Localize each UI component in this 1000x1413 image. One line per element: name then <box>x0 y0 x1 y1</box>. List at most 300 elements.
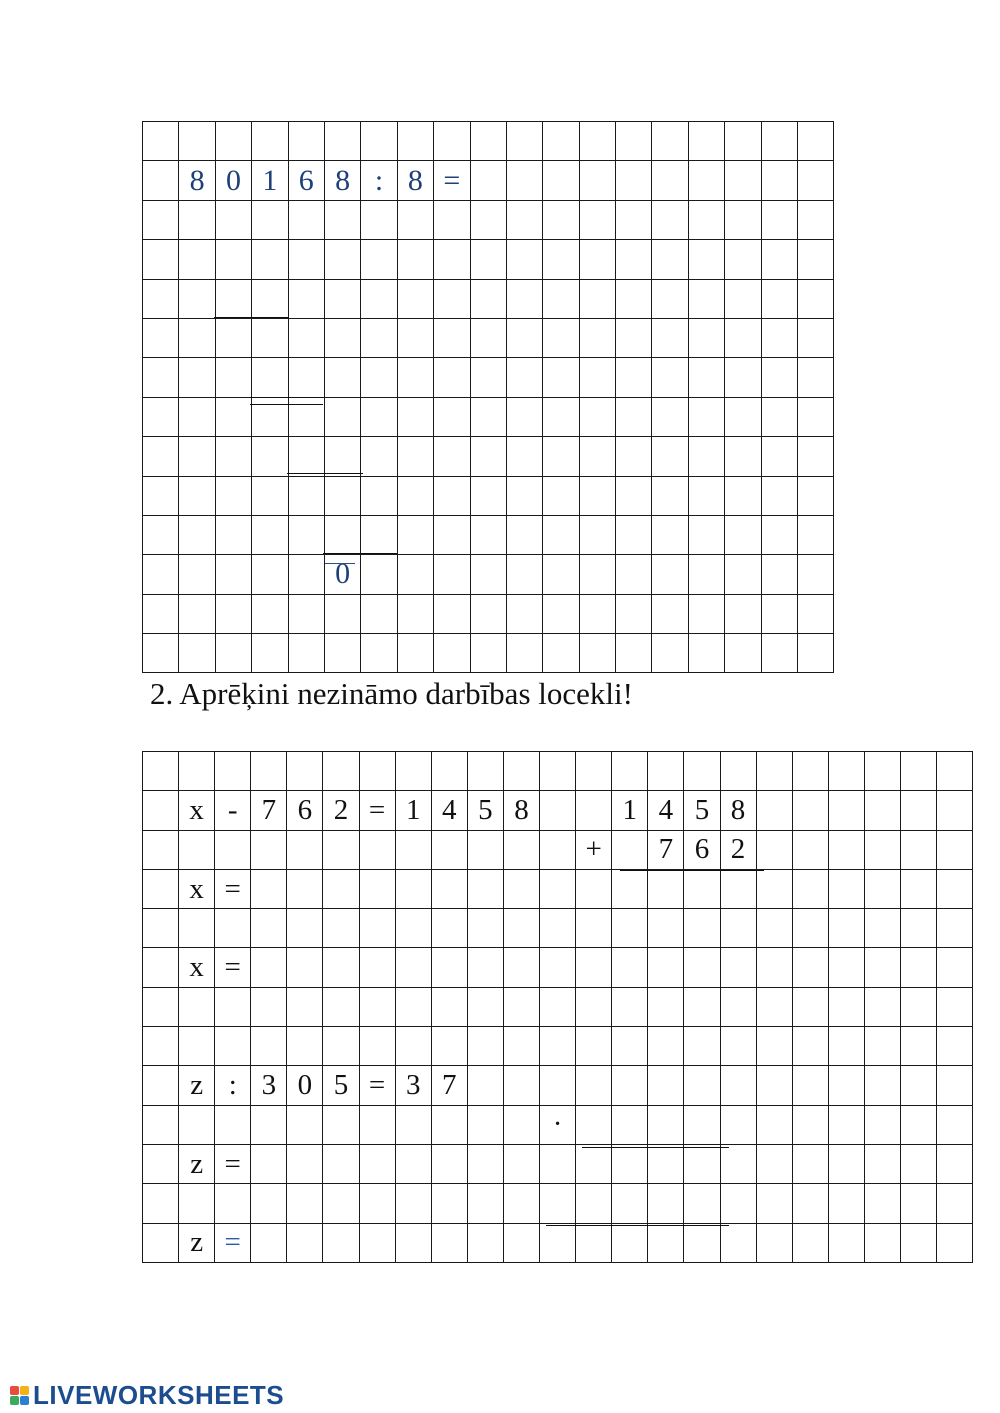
grid-cell[interactable] <box>359 909 395 948</box>
grid-cell[interactable] <box>798 358 834 397</box>
grid-cell[interactable] <box>434 200 470 239</box>
grid-cell[interactable] <box>503 948 539 987</box>
grid-cell[interactable] <box>506 476 542 515</box>
grid-cell[interactable] <box>506 397 542 436</box>
grid-cell[interactable] <box>323 1105 359 1144</box>
grid-cell[interactable] <box>361 437 397 476</box>
grid-cell[interactable] <box>324 594 360 633</box>
grid-cell[interactable] <box>324 200 360 239</box>
grid-cell[interactable] <box>792 987 828 1026</box>
grid-cell[interactable] <box>756 1144 792 1183</box>
grid-cell[interactable] <box>937 1223 973 1262</box>
grid-cell[interactable] <box>612 830 648 869</box>
grid-cell[interactable] <box>431 1105 467 1144</box>
grid-cell[interactable] <box>652 555 688 594</box>
grid-cell[interactable] <box>688 634 724 673</box>
grid-cell[interactable] <box>215 909 251 948</box>
grid-cell[interactable] <box>725 476 761 515</box>
grid-cell[interactable] <box>648 1105 684 1144</box>
grid-cell[interactable] <box>397 358 433 397</box>
grid-cell[interactable] <box>431 1184 467 1223</box>
grid-cell[interactable] <box>397 515 433 554</box>
grid-cell[interactable] <box>361 279 397 318</box>
grid-cell[interactable] <box>359 1223 395 1262</box>
grid-cell[interactable] <box>467 1027 503 1066</box>
grid-cell[interactable] <box>252 437 288 476</box>
grid-cell[interactable] <box>143 437 179 476</box>
grid-cell[interactable] <box>324 515 360 554</box>
grid-cell[interactable] <box>215 240 251 279</box>
grid-cell[interactable] <box>688 318 724 357</box>
grid-cell[interactable] <box>612 869 648 908</box>
grid-cell[interactable] <box>864 1027 900 1066</box>
grid-cell[interactable] <box>688 437 724 476</box>
grid-cell[interactable] <box>720 869 756 908</box>
grid-cell[interactable] <box>503 752 539 791</box>
grid-cell[interactable] <box>467 830 503 869</box>
grid-cell[interactable] <box>616 358 652 397</box>
grid-cell[interactable] <box>434 122 470 161</box>
grid-cell[interactable] <box>579 634 615 673</box>
grid-cell[interactable] <box>179 279 215 318</box>
grid-cell[interactable] <box>431 869 467 908</box>
grid-cell[interactable] <box>251 1105 287 1144</box>
grid-cell[interactable] <box>434 476 470 515</box>
grid-cell[interactable] <box>143 830 179 869</box>
grid-cell[interactable] <box>215 555 251 594</box>
grid-cell[interactable] <box>684 1184 720 1223</box>
grid-cell[interactable] <box>179 1105 215 1144</box>
grid-cell[interactable] <box>506 122 542 161</box>
grid-cell[interactable] <box>252 200 288 239</box>
grid-cell[interactable] <box>359 1184 395 1223</box>
grid-cell[interactable] <box>684 1105 720 1144</box>
grid-cell[interactable] <box>179 634 215 673</box>
grid-cell[interactable] <box>543 594 579 633</box>
grid-cell[interactable] <box>864 1184 900 1223</box>
grid-cell[interactable] <box>725 161 761 200</box>
grid-cell[interactable] <box>900 1027 936 1066</box>
grid-cell[interactable] <box>143 397 179 436</box>
grid-cell[interactable] <box>725 318 761 357</box>
grid-cell[interactable] <box>503 909 539 948</box>
grid-cell[interactable] <box>684 909 720 948</box>
grid-cell[interactable] <box>143 1105 179 1144</box>
grid-cell[interactable] <box>612 987 648 1026</box>
grid-cell[interactable] <box>503 830 539 869</box>
grid-cell[interactable] <box>324 397 360 436</box>
grid-cell[interactable] <box>756 987 792 1026</box>
grid-cell[interactable] <box>688 122 724 161</box>
grid-cell[interactable] <box>761 555 797 594</box>
grid-cell[interactable] <box>324 437 360 476</box>
grid-cell[interactable] <box>288 200 324 239</box>
grid-cell[interactable] <box>725 555 761 594</box>
grid-cell[interactable] <box>540 987 576 1026</box>
grid-cell[interactable] <box>215 437 251 476</box>
grid-cell[interactable] <box>323 948 359 987</box>
grid-cell[interactable] <box>252 555 288 594</box>
grid-cell[interactable] <box>506 555 542 594</box>
grid-cell[interactable] <box>756 1105 792 1144</box>
grid-cell[interactable] <box>612 1144 648 1183</box>
grid-cell[interactable] <box>798 555 834 594</box>
grid-cell[interactable] <box>798 397 834 436</box>
grid-cell[interactable] <box>143 122 179 161</box>
grid-cell[interactable] <box>720 987 756 1026</box>
grid-cell[interactable] <box>828 830 864 869</box>
grid-cell[interactable] <box>287 909 323 948</box>
grid-cell[interactable] <box>252 240 288 279</box>
grid-cell[interactable] <box>540 909 576 948</box>
grid-cell[interactable] <box>503 1105 539 1144</box>
grid-cell[interactable] <box>143 987 179 1026</box>
grid-cell[interactable] <box>937 791 973 830</box>
grid-cell[interactable] <box>725 279 761 318</box>
grid-cell[interactable] <box>761 122 797 161</box>
grid-cell[interactable] <box>652 515 688 554</box>
grid-cell[interactable] <box>323 1027 359 1066</box>
grid-cell[interactable] <box>470 318 506 357</box>
grid-cell[interactable] <box>652 634 688 673</box>
grid-cell[interactable] <box>540 1027 576 1066</box>
grid-cell[interactable] <box>395 1027 431 1066</box>
grid-cell[interactable] <box>506 161 542 200</box>
grid-cell[interactable] <box>864 752 900 791</box>
grid-cell[interactable] <box>798 279 834 318</box>
grid-cell[interactable] <box>251 752 287 791</box>
grid-cell[interactable] <box>937 987 973 1026</box>
grid-cell[interactable] <box>143 476 179 515</box>
grid-cell[interactable] <box>798 200 834 239</box>
grid-cell[interactable] <box>323 1223 359 1262</box>
grid-cell[interactable] <box>937 948 973 987</box>
grid-cell[interactable] <box>503 987 539 1026</box>
grid-cell[interactable] <box>543 240 579 279</box>
grid-cell[interactable] <box>503 1223 539 1262</box>
grid-cell[interactable] <box>543 318 579 357</box>
grid-cell[interactable] <box>143 752 179 791</box>
grid-cell[interactable] <box>179 1184 215 1223</box>
grid-cell[interactable] <box>900 752 936 791</box>
grid-cell[interactable] <box>792 830 828 869</box>
grid-cell[interactable] <box>798 634 834 673</box>
grid-cell[interactable] <box>616 240 652 279</box>
grid-cell[interactable] <box>506 594 542 633</box>
grid-cell[interactable] <box>251 1027 287 1066</box>
grid-cell[interactable] <box>798 240 834 279</box>
grid-cell[interactable] <box>323 987 359 1026</box>
grid-cell[interactable] <box>434 240 470 279</box>
grid-cell[interactable] <box>323 1184 359 1223</box>
grid-cell[interactable] <box>540 1144 576 1183</box>
grid-cell[interactable] <box>470 634 506 673</box>
grid-cell[interactable] <box>288 634 324 673</box>
grid-cell[interactable] <box>431 1027 467 1066</box>
grid-cell[interactable] <box>756 909 792 948</box>
grid-cell[interactable] <box>361 634 397 673</box>
grid-cell[interactable] <box>725 515 761 554</box>
grid-cell[interactable] <box>684 987 720 1026</box>
grid-cell[interactable] <box>900 791 936 830</box>
grid-cell[interactable] <box>828 948 864 987</box>
grid-cell[interactable] <box>616 200 652 239</box>
grid-cell[interactable] <box>288 279 324 318</box>
grid-cell[interactable] <box>143 555 179 594</box>
grid-cell[interactable] <box>756 948 792 987</box>
grid-cell[interactable] <box>397 240 433 279</box>
grid-cell[interactable] <box>725 397 761 436</box>
grid-cell[interactable] <box>616 397 652 436</box>
grid-cell[interactable] <box>506 437 542 476</box>
grid-cell[interactable] <box>251 948 287 987</box>
grid-cell[interactable] <box>612 1105 648 1144</box>
grid-cell[interactable] <box>395 1184 431 1223</box>
grid-cell[interactable] <box>434 634 470 673</box>
grid-cell[interactable] <box>576 752 612 791</box>
grid-cell[interactable] <box>543 279 579 318</box>
grid-cell[interactable] <box>361 200 397 239</box>
grid-cell[interactable] <box>431 909 467 948</box>
grid-cell[interactable] <box>761 515 797 554</box>
grid-cell[interactable] <box>215 1184 251 1223</box>
grid-cell[interactable] <box>543 200 579 239</box>
grid-cell[interactable] <box>251 909 287 948</box>
grid-cell[interactable] <box>251 1184 287 1223</box>
grid-cell[interactable] <box>215 397 251 436</box>
grid-cell[interactable] <box>288 122 324 161</box>
grid-cell[interactable] <box>287 1184 323 1223</box>
grid-cell[interactable] <box>470 515 506 554</box>
grid-cell[interactable] <box>359 1144 395 1183</box>
grid-cell[interactable] <box>215 752 251 791</box>
grid-cell[interactable] <box>143 1144 179 1183</box>
grid-cell[interactable] <box>288 358 324 397</box>
grid-cell[interactable] <box>397 318 433 357</box>
grid-cell[interactable] <box>688 279 724 318</box>
grid-cell[interactable] <box>579 318 615 357</box>
grid-cell[interactable] <box>792 1184 828 1223</box>
grid-cell[interactable] <box>900 869 936 908</box>
grid-cell[interactable] <box>900 909 936 948</box>
grid-cell[interactable] <box>900 1144 936 1183</box>
grid-cell[interactable] <box>179 476 215 515</box>
grid-cell[interactable] <box>720 909 756 948</box>
grid-cell[interactable] <box>576 987 612 1026</box>
grid-cell[interactable] <box>761 634 797 673</box>
grid-cell[interactable] <box>900 830 936 869</box>
grid-cell[interactable] <box>434 515 470 554</box>
grid-cell[interactable] <box>215 122 251 161</box>
grid-cell[interactable] <box>143 161 179 200</box>
grid-cell[interactable] <box>506 318 542 357</box>
grid-cell[interactable] <box>179 752 215 791</box>
grid-cell[interactable] <box>503 1027 539 1066</box>
grid-cell[interactable] <box>431 830 467 869</box>
grid-cell[interactable] <box>467 987 503 1026</box>
grid-cell[interactable] <box>252 122 288 161</box>
grid-cell[interactable] <box>143 515 179 554</box>
grid-cell[interactable] <box>143 200 179 239</box>
grid-cell[interactable] <box>359 987 395 1026</box>
grid-cell[interactable] <box>828 909 864 948</box>
grid-cell[interactable] <box>431 752 467 791</box>
grid-cell[interactable] <box>143 1066 179 1105</box>
grid-cell[interactable] <box>431 1144 467 1183</box>
grid-cell[interactable] <box>828 791 864 830</box>
grid-cell[interactable] <box>287 1144 323 1183</box>
grid-cell[interactable] <box>688 397 724 436</box>
grid-cell[interactable] <box>143 1223 179 1262</box>
grid-cell[interactable] <box>361 358 397 397</box>
grid-cell[interactable] <box>395 752 431 791</box>
grid-cell[interactable] <box>179 909 215 948</box>
grid-cell[interactable] <box>864 791 900 830</box>
grid-cell[interactable] <box>756 1184 792 1223</box>
grid-cell[interactable] <box>616 279 652 318</box>
grid-cell[interactable] <box>543 515 579 554</box>
grid-cell[interactable] <box>612 948 648 987</box>
grid-cell[interactable] <box>287 987 323 1026</box>
grid-cell[interactable] <box>215 1027 251 1066</box>
grid-cell[interactable] <box>579 122 615 161</box>
grid-cell[interactable] <box>579 555 615 594</box>
grid-cell[interactable] <box>652 318 688 357</box>
grid-cell[interactable] <box>648 948 684 987</box>
grid-cell[interactable] <box>761 161 797 200</box>
grid-cell[interactable] <box>467 1105 503 1144</box>
grid-cell[interactable] <box>792 791 828 830</box>
grid-cell[interactable] <box>252 476 288 515</box>
grid-cell[interactable] <box>761 279 797 318</box>
grid-cell[interactable] <box>179 200 215 239</box>
grid-cell[interactable] <box>287 869 323 908</box>
grid-cell[interactable] <box>395 987 431 1026</box>
grid-cell[interactable] <box>900 1105 936 1144</box>
grid-cell[interactable] <box>576 1105 612 1144</box>
grid-cell[interactable] <box>434 397 470 436</box>
grid-cell[interactable] <box>431 948 467 987</box>
grid-cell[interactable] <box>215 830 251 869</box>
grid-cell[interactable] <box>506 515 542 554</box>
grid-cell[interactable] <box>143 909 179 948</box>
grid-cell[interactable] <box>503 1144 539 1183</box>
grid-cell[interactable] <box>470 358 506 397</box>
grid-cell[interactable] <box>579 476 615 515</box>
grid-cell[interactable] <box>506 279 542 318</box>
grid-cell[interactable] <box>652 279 688 318</box>
grid-cell[interactable] <box>143 318 179 357</box>
grid-cell[interactable] <box>864 1105 900 1144</box>
grid-cell[interactable] <box>612 752 648 791</box>
grid-cell[interactable] <box>937 1184 973 1223</box>
grid-cell[interactable] <box>616 122 652 161</box>
grid-cell[interactable] <box>652 476 688 515</box>
grid-cell[interactable] <box>900 1066 936 1105</box>
grid-cell[interactable] <box>756 1027 792 1066</box>
grid-cell[interactable] <box>798 515 834 554</box>
grid-cell[interactable] <box>616 161 652 200</box>
grid-cell[interactable] <box>828 752 864 791</box>
grid-cell[interactable] <box>323 909 359 948</box>
grid-cell[interactable] <box>543 476 579 515</box>
grid-cell[interactable] <box>761 240 797 279</box>
grid-cell[interactable] <box>652 437 688 476</box>
grid-cell[interactable] <box>761 437 797 476</box>
grid-cell[interactable] <box>828 869 864 908</box>
grid-cell[interactable] <box>215 1105 251 1144</box>
grid-cell[interactable] <box>143 358 179 397</box>
grid-cell[interactable] <box>648 1027 684 1066</box>
grid-cell[interactable] <box>467 869 503 908</box>
grid-cell[interactable] <box>828 1027 864 1066</box>
grid-cell[interactable] <box>540 948 576 987</box>
grid-cell[interactable] <box>143 594 179 633</box>
grid-cell[interactable] <box>397 279 433 318</box>
grid-cell[interactable] <box>864 909 900 948</box>
grid-cell[interactable] <box>359 869 395 908</box>
grid-cell[interactable] <box>720 1144 756 1183</box>
grid-cell[interactable] <box>506 634 542 673</box>
grid-cell[interactable] <box>361 397 397 436</box>
grid-cell[interactable] <box>937 869 973 908</box>
grid-cell[interactable] <box>503 869 539 908</box>
grid-cell[interactable] <box>612 1066 648 1105</box>
grid-cell[interactable] <box>179 1027 215 1066</box>
grid-cell[interactable] <box>543 122 579 161</box>
grid-cell[interactable] <box>179 987 215 1026</box>
grid-cell[interactable] <box>470 200 506 239</box>
grid-cell[interactable] <box>576 1223 612 1262</box>
grid-cell[interactable] <box>684 1223 720 1262</box>
grid-cell[interactable] <box>579 161 615 200</box>
grid-cell[interactable] <box>359 1105 395 1144</box>
grid-cell[interactable] <box>725 437 761 476</box>
grid-cell[interactable] <box>288 318 324 357</box>
grid-cell[interactable] <box>431 1223 467 1262</box>
grid-cell[interactable] <box>179 830 215 869</box>
grid-cell[interactable] <box>359 752 395 791</box>
grid-cell[interactable] <box>652 594 688 633</box>
grid-cell[interactable] <box>324 122 360 161</box>
grid-cell[interactable] <box>251 869 287 908</box>
grid-cell[interactable] <box>756 752 792 791</box>
grid-cell[interactable] <box>143 1184 179 1223</box>
grid-cell[interactable] <box>397 397 433 436</box>
grid-cell[interactable] <box>395 948 431 987</box>
grid-cell[interactable] <box>397 476 433 515</box>
grid-cell[interactable] <box>288 437 324 476</box>
grid-cell[interactable] <box>361 318 397 357</box>
grid-cell[interactable] <box>252 318 288 357</box>
grid-cell[interactable] <box>648 987 684 1026</box>
grid-cell[interactable] <box>648 1144 684 1183</box>
grid-cell[interactable] <box>543 555 579 594</box>
grid-cell[interactable] <box>864 1066 900 1105</box>
grid-cell[interactable] <box>648 869 684 908</box>
grid-cell[interactable] <box>540 1223 576 1262</box>
grid-cell[interactable] <box>470 594 506 633</box>
grid-cell[interactable] <box>434 318 470 357</box>
grid-cell[interactable] <box>828 987 864 1026</box>
grid-cell[interactable] <box>652 122 688 161</box>
grid-cell[interactable] <box>792 1144 828 1183</box>
grid-cell[interactable] <box>792 1105 828 1144</box>
grid-cell[interactable] <box>179 397 215 436</box>
grid-cell[interactable] <box>792 909 828 948</box>
grid-cell[interactable] <box>648 752 684 791</box>
grid-cell[interactable] <box>431 987 467 1026</box>
